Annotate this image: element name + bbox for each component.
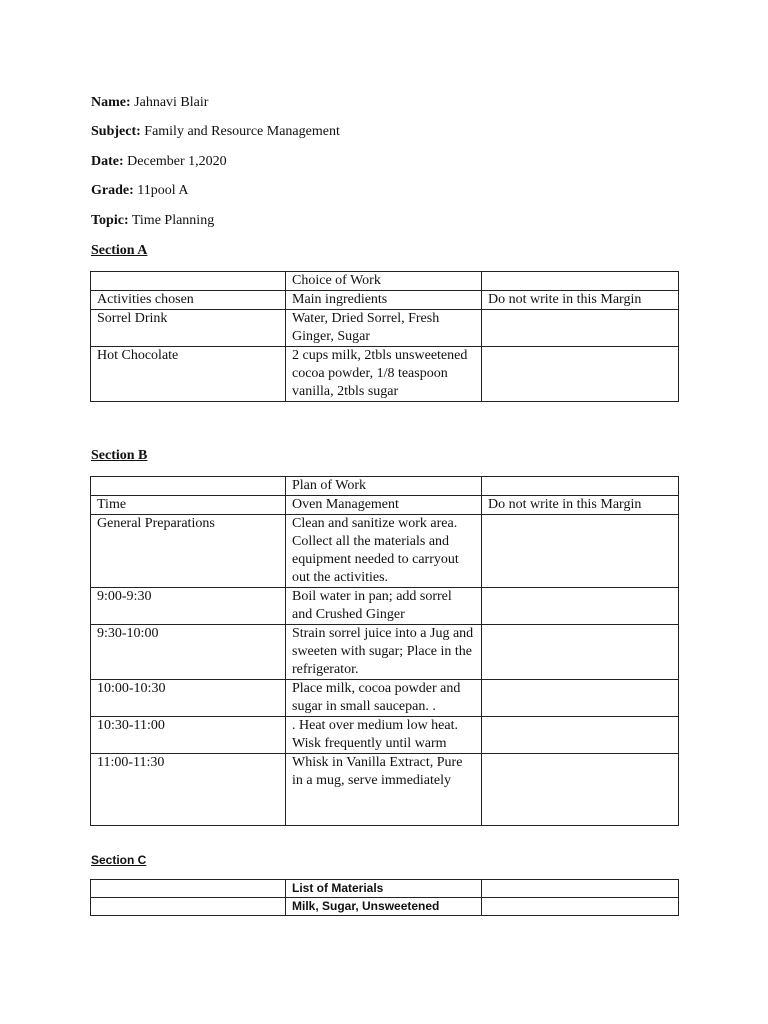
table-cell: Whisk in Vanilla Extract, Pure in a mug, serve immediately — [286, 754, 482, 826]
table-cell: Hot Chocolate — [91, 347, 286, 402]
table-row — [91, 347, 679, 402]
table-cell: General Preparations — [91, 515, 286, 588]
table-cell — [482, 680, 679, 717]
section-a-table — [90, 271, 679, 402]
table-header-row — [91, 496, 679, 515]
table-cell: Milk, Sugar, Unsweetened — [286, 898, 482, 916]
table-cell: Boil water in pan; add sorrel and Crushed Ginger — [286, 588, 482, 625]
subject-line — [91, 123, 340, 141]
subject-value: Family and Resource Management — [144, 124, 340, 139]
subject-label: Subject: — [91, 124, 141, 139]
section-b-table — [90, 476, 679, 826]
section-b-heading: Section B — [91, 448, 148, 463]
grade-line — [91, 182, 188, 200]
table-cell — [482, 515, 679, 588]
name-value: Jahnavi Blair — [134, 95, 209, 110]
table-cell — [91, 272, 286, 291]
table-cell: 10:30-11:00 — [91, 717, 286, 754]
table-cell — [482, 272, 679, 291]
table-cell: 11:00-11:30 — [91, 754, 286, 826]
table-cell — [482, 880, 679, 898]
date-label: Date: — [91, 154, 124, 169]
table-cell: Water, Dried Sorrel, Fresh Ginger, Sugar — [286, 310, 482, 347]
table-cell: 2 cups milk, 2tbls unsweetened cocoa powder, 1/8 teaspoon vanilla, 2tbls sugar — [286, 347, 482, 402]
name-label: Name: — [91, 95, 131, 110]
date-value: December 1,2020 — [127, 154, 227, 169]
column-header: Time — [91, 496, 286, 515]
table-cell — [91, 880, 286, 898]
table-cell — [482, 717, 679, 754]
table-row — [91, 625, 679, 680]
table-cell — [91, 898, 286, 916]
date-line — [91, 153, 227, 171]
table-cell: Clean and sanitize work area. Collect all the materials and equipment needed to carryout out the activities. — [286, 515, 482, 588]
table-cell: 9:30-10:00 — [91, 625, 286, 680]
table-cell — [482, 625, 679, 680]
table-caption-row — [91, 880, 679, 898]
name-line — [91, 94, 208, 112]
table-cell: 9:00-9:30 — [91, 588, 286, 625]
topic-label: Topic: — [91, 213, 129, 228]
table-cell — [482, 898, 679, 916]
table-row — [91, 515, 679, 588]
column-header: Activities chosen — [91, 291, 286, 310]
table-caption-row — [91, 272, 679, 291]
table-cell: Sorrel Drink — [91, 310, 286, 347]
section-c-heading: Section C — [91, 853, 147, 867]
topic-value: Time Planning — [131, 213, 215, 228]
table-header-row — [91, 291, 679, 310]
table-row — [91, 898, 679, 916]
table-caption: List of Materials — [286, 880, 482, 898]
grade-label: Grade: — [91, 183, 134, 198]
column-header: Do not write in this Margin — [482, 496, 679, 515]
table-cell — [482, 477, 679, 496]
table-cell: . Heat over medium low heat. Wisk frequently until warm — [286, 717, 482, 754]
grade-value: 11pool A — [137, 183, 189, 198]
column-header: Main ingredients — [286, 291, 482, 310]
table-caption-row — [91, 477, 679, 496]
table-row — [91, 588, 679, 625]
table-cell — [482, 310, 679, 347]
column-header: Do not write in this Margin — [482, 291, 679, 310]
table-cell — [482, 588, 679, 625]
table-caption: Choice of Work — [286, 272, 482, 291]
table-row — [91, 680, 679, 717]
table-row — [91, 717, 679, 754]
table-cell: Place milk, cocoa powder and sugar in small saucepan. . — [286, 680, 482, 717]
table-row — [91, 754, 679, 826]
topic-line — [91, 212, 214, 230]
column-header: Oven Management — [286, 496, 482, 515]
table-cell — [482, 347, 679, 402]
section-c-table — [90, 879, 679, 916]
table-cell — [91, 477, 286, 496]
table-cell: 10:00-10:30 — [91, 680, 286, 717]
section-a-heading: Section A — [91, 243, 148, 258]
table-caption: Plan of Work — [286, 477, 482, 496]
table-cell — [482, 754, 679, 826]
table-cell: Strain sorrel juice into a Jug and sweeten with sugar; Place in the refrigerator. — [286, 625, 482, 680]
table-row — [91, 310, 679, 347]
